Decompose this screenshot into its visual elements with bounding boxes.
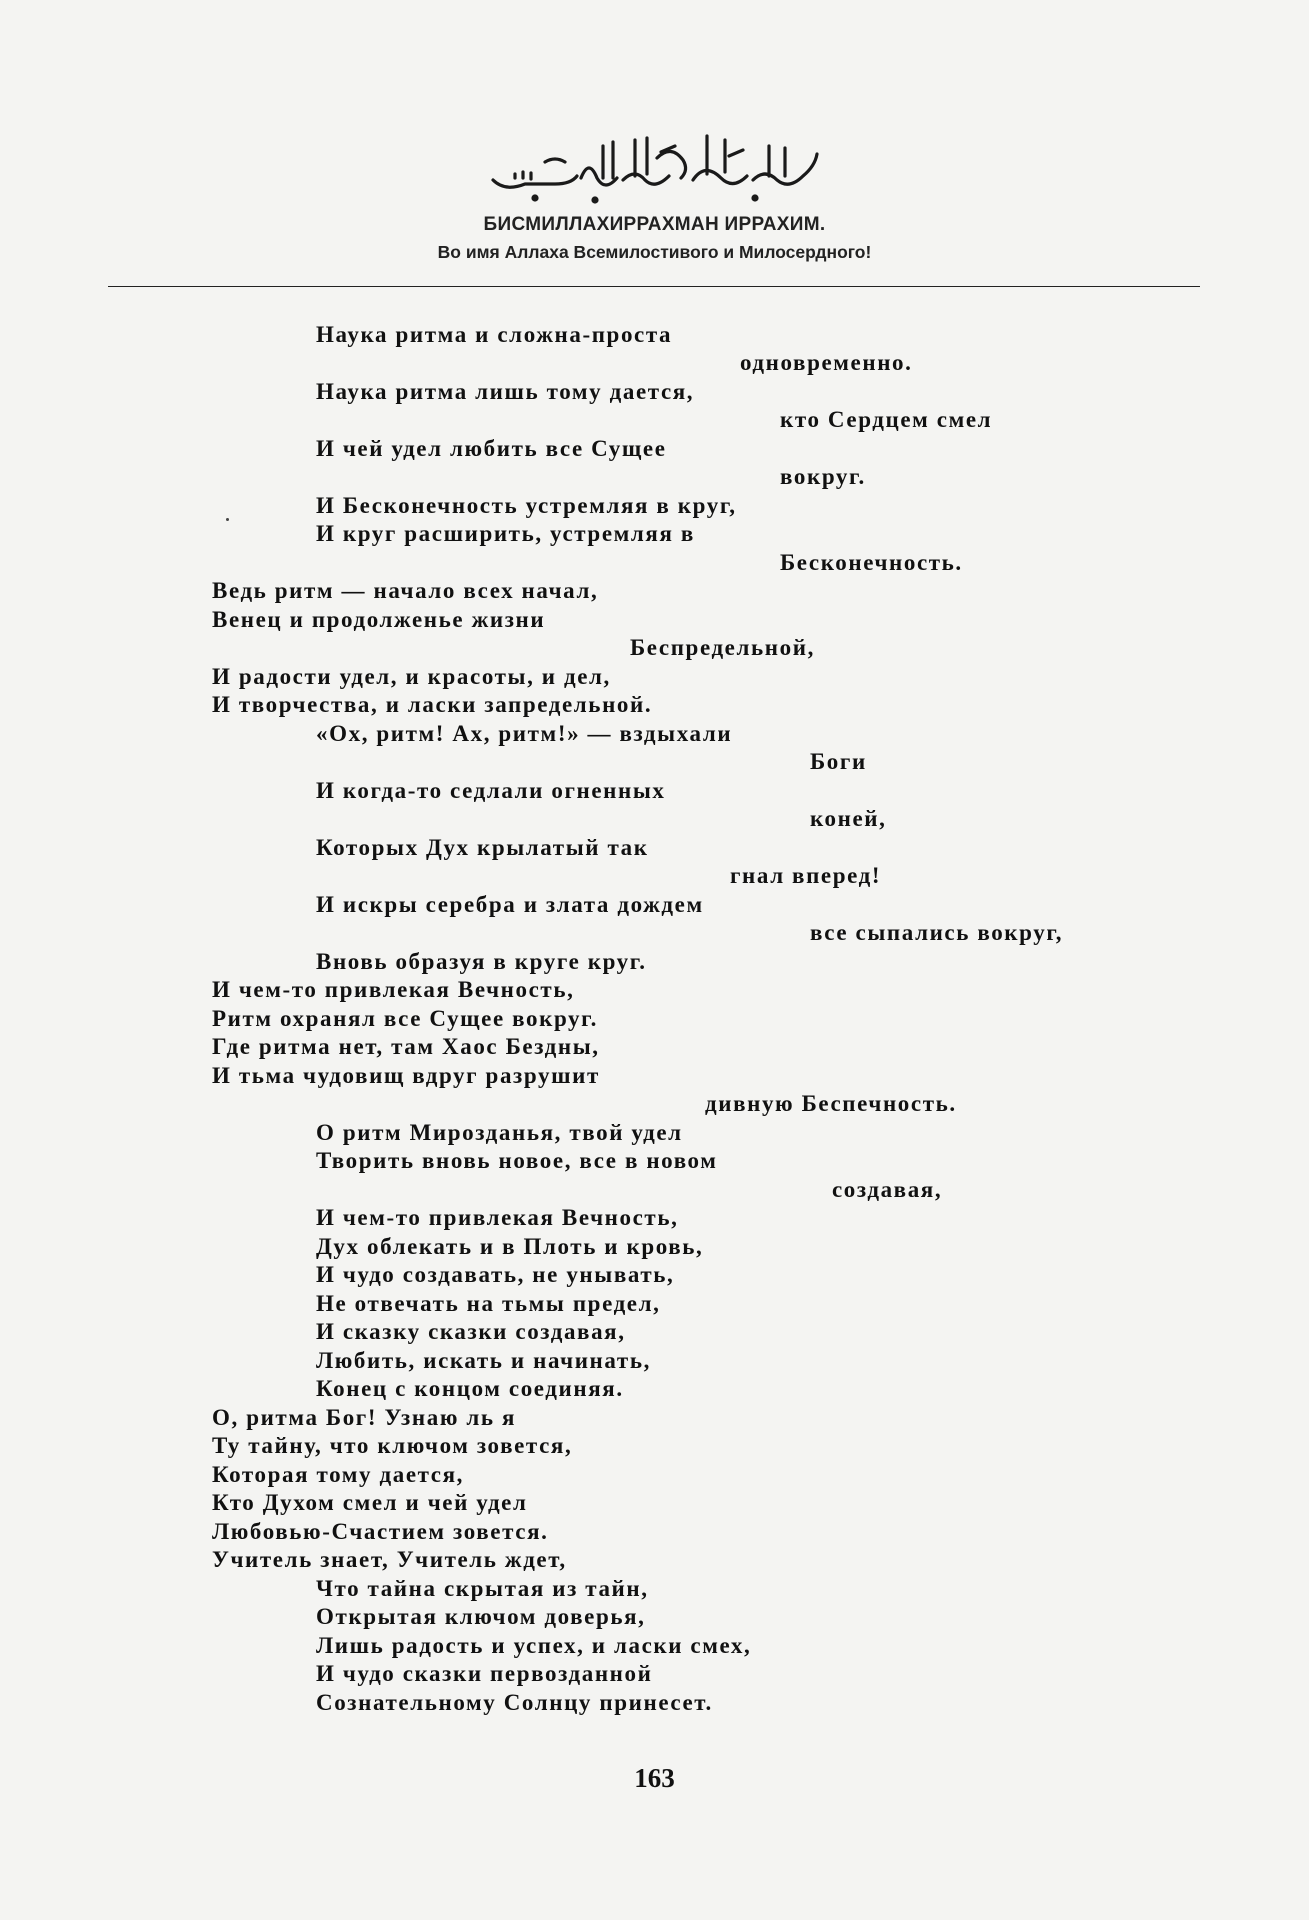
poem-line: И искры серебра и злата дождем (316, 892, 704, 917)
poem-line: И чем-то привлекая Вечность, (316, 1205, 679, 1230)
poem-line: И творчества, и ласки запредельной. (212, 692, 653, 717)
poem-line: Что тайна скрытая из тайн, (316, 1576, 649, 1601)
bismillah-calligraphy-icon (0, 118, 1309, 210)
poem-line: И тьма чудовищ вдруг разрушит (212, 1063, 600, 1088)
poem-line: Где ритма нет, там Хаос Бездны, (212, 1034, 600, 1059)
header-divider (108, 286, 1200, 287)
poem-line: Наука ритма и сложна-проста (316, 322, 673, 347)
poem-line: Ритм охранял все Сущее вокруг. (212, 1006, 598, 1031)
poem-line: Боги (810, 749, 867, 774)
poem-line: гнал вперед! (730, 863, 882, 888)
poem-line: Сознательному Солнцу принесет. (316, 1690, 713, 1715)
poem-line: Ведь ритм — начало всех начал, (212, 578, 599, 603)
page-number: 163 (634, 1763, 675, 1793)
poem-line: Не отвечать на тьмы предел, (316, 1291, 661, 1316)
poem-line: Бесконечность. (780, 550, 963, 575)
poem-line: Открытая ключом доверья, (316, 1604, 646, 1629)
poem-line: «Ох, ритм! Ах, ритм!» — вздыхали (316, 721, 733, 746)
poem-line: Любовью-Счастием зовется. (212, 1519, 549, 1544)
stray-dot (226, 518, 229, 521)
poem-line: Любить, искать и начинать, (316, 1348, 651, 1373)
poem-line: И чем-то привлекая Вечность, (212, 977, 575, 1002)
poem-line: коней, (810, 806, 887, 831)
poem-line: Дух облекать и в Плоть и кровь, (316, 1234, 704, 1259)
poem-line: И чудо создавать, не унывать, (316, 1262, 675, 1287)
poem-line: создавая, (832, 1177, 943, 1202)
poem-line: Учитель знает, Учитель ждет, (212, 1547, 567, 1572)
poem-line: кто Сердцем смел (780, 407, 993, 432)
poem-line: И Бесконечность устремляя в круг, (316, 493, 737, 518)
poem-line: И чудо сказки первозданной (316, 1661, 653, 1686)
poem-line: Беспредельной, (630, 635, 815, 660)
poem-line: Которых Дух крылатый так (316, 835, 649, 860)
poem-line: Венец и продолженье жизни (212, 607, 546, 632)
poem-line: О ритм Мирозданья, твой удел (316, 1120, 683, 1145)
poem-line: И сказку сказки создавая, (316, 1319, 626, 1344)
poem-line: О, ритма Бог! Узнаю ль я (212, 1405, 517, 1430)
poem-line: Наука ритма лишь тому дается, (316, 379, 695, 404)
poem-line: И круг расширить, устремляя в (316, 521, 695, 546)
poem-line: Конец с концом соединяя. (316, 1376, 624, 1401)
poem-line: дивную Беспечность. (705, 1091, 957, 1116)
poem-line: Творить вновь новое, все в новом (316, 1148, 718, 1173)
poem-line: И радости удел, и красоты, и дел, (212, 664, 611, 689)
poem-line: Вновь образуя в круге круг. (316, 949, 647, 974)
poem-line: одновременно. (740, 350, 913, 375)
poem-line: Кто Духом смел и чей удел (212, 1490, 528, 1515)
poem-line: Лишь радость и успех, и ласки смех, (316, 1633, 752, 1658)
poem-line: все сыпались вокруг, (810, 920, 1064, 945)
poem-line: И когда-то седлали огненных (316, 778, 666, 803)
poem-line: вокруг. (780, 464, 866, 489)
header-title: БИСМИЛЛАХИРРАХМАН ИРРАХИМ. (483, 214, 826, 235)
poem-line: И чей удел любить все Сущее (316, 436, 667, 461)
poem-line: Ту тайну, что ключом зовется, (212, 1433, 573, 1458)
poem-line: Которая тому дается, (212, 1462, 465, 1487)
header-subtitle: Во имя Аллаха Всемилостивого и Милосердного! (437, 242, 872, 262)
